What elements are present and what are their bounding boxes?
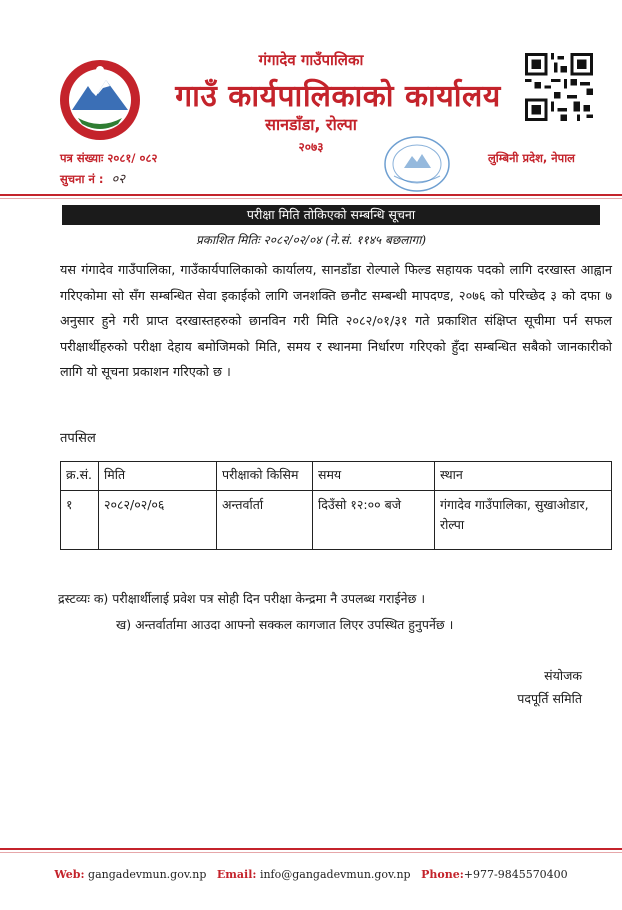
column-header-venue: स्थान: [435, 462, 612, 491]
details-heading: तपसिल: [60, 431, 96, 446]
note-line-2: ख) अन्तर्वार्तामा आउदा आफ्नो सक्कल कागजात लिएर उपस्थित हुनुपर्नेछ ।: [116, 617, 454, 632]
footer-phone-label: Phone:: [421, 868, 464, 881]
office-name: गाउँ कार्यपालिकाको कार्यालय: [175, 79, 501, 114]
footer-contact: [0, 868, 622, 881]
signatory-committee: पदपूर्ति समिति: [517, 691, 582, 706]
office-location: सानडाँडा, रोल्पा: [265, 115, 357, 134]
province-name: लुम्बिनी प्रदेश, नेपाल: [488, 151, 575, 165]
table-row: [61, 491, 612, 550]
exam-schedule-table: [60, 461, 612, 550]
column-header-exam-type: परीक्षाको किसिम: [217, 462, 313, 491]
header-divider: [0, 194, 622, 196]
cell-date: २०८२/०२/०६: [99, 491, 217, 550]
column-header-date: मिति: [99, 462, 217, 491]
footer-email-label: Email:: [216, 868, 257, 881]
notice-number: [60, 169, 125, 187]
notice-title: परीक्षा मिति तोकिएको सम्बन्धि सूचना: [62, 205, 600, 225]
notice-number-label: सुचना नं :: [60, 172, 104, 186]
footer-web-label: Web:: [54, 868, 85, 881]
footer-divider: [0, 848, 622, 850]
cell-serial: १: [61, 491, 99, 550]
letter-number-label: पत्र संख्याः: [60, 151, 104, 165]
footer-web-link[interactable]: gangadevmun.gov.np: [88, 868, 207, 881]
footer-divider-thin: [0, 852, 622, 853]
header-divider-thin: [0, 198, 622, 199]
signatory-role: संयोजक: [544, 668, 582, 683]
footer-email-link[interactable]: info@gangadevmun.gov.np: [259, 868, 411, 881]
published-date: प्रकाशित मितिः २०८२/०२/०४ (ने.सं. ११४५ बछलागा): [195, 233, 427, 247]
letter-number-value: २०८१/ ०८२: [107, 151, 158, 165]
established-year: २०७३: [298, 140, 324, 154]
column-header-serial: क्र.सं.: [61, 462, 99, 491]
note-line-1: द्रस्टव्यः क) परीक्षार्थीलाई प्रवेश पत्र सोही दिन परीक्षा केन्द्रमा नै उपलब्ध गराईनेछ ।: [58, 591, 426, 606]
column-header-time: समय: [313, 462, 435, 491]
notice-number-value: ०२: [111, 172, 125, 187]
office-seal-stamp-icon: [382, 134, 452, 194]
cell-venue: गंगादेव गाउँपालिका, सुखाओडार, रोल्पा: [435, 491, 612, 550]
table-header-row: [61, 462, 612, 491]
cell-exam-type: अन्तर्वार्ता: [217, 491, 313, 550]
municipality-name: गंगादेव गाउँपालिका: [258, 51, 364, 69]
notes-section: [58, 586, 453, 638]
cell-time: दिउँसो १२:०० बजे: [313, 491, 435, 550]
notice-body: यस गंगादेव गाउँपालिका, गाउँकार्यपालिकाको कार्यालय, सानडाँडा रोल्पाले फिल्ड सहायक पदको लागि दरखास्त आह्वान गरिएकोमा सो सँग सम्बन्धित सेवा इकाईको लागि जनशक्ति छनौट सम्बन्धी मापदण्ड, २०७६ को परिच्छेद ३ को दफा ७ अनुसार हुने गरी प्राप्त दरखास्तहरुको छानविन गरी मिति २०८२/०१/३१ गते प्रकाशित संक्षिप्त सूचीमा पर्न सफल परीक्षार्थीहरुको परीक्षा देहाय बमोजिमको मिति, समय र स्थानमा निर्धारण गरिएको हुँदा सम्बन्धित सबैको जानकारीको लागि यो सूचना प्रकाशन गरिएको छ ।: [60, 263, 612, 380]
letter-number: [60, 151, 157, 166]
footer-phone: +977-9845570400: [463, 868, 568, 881]
